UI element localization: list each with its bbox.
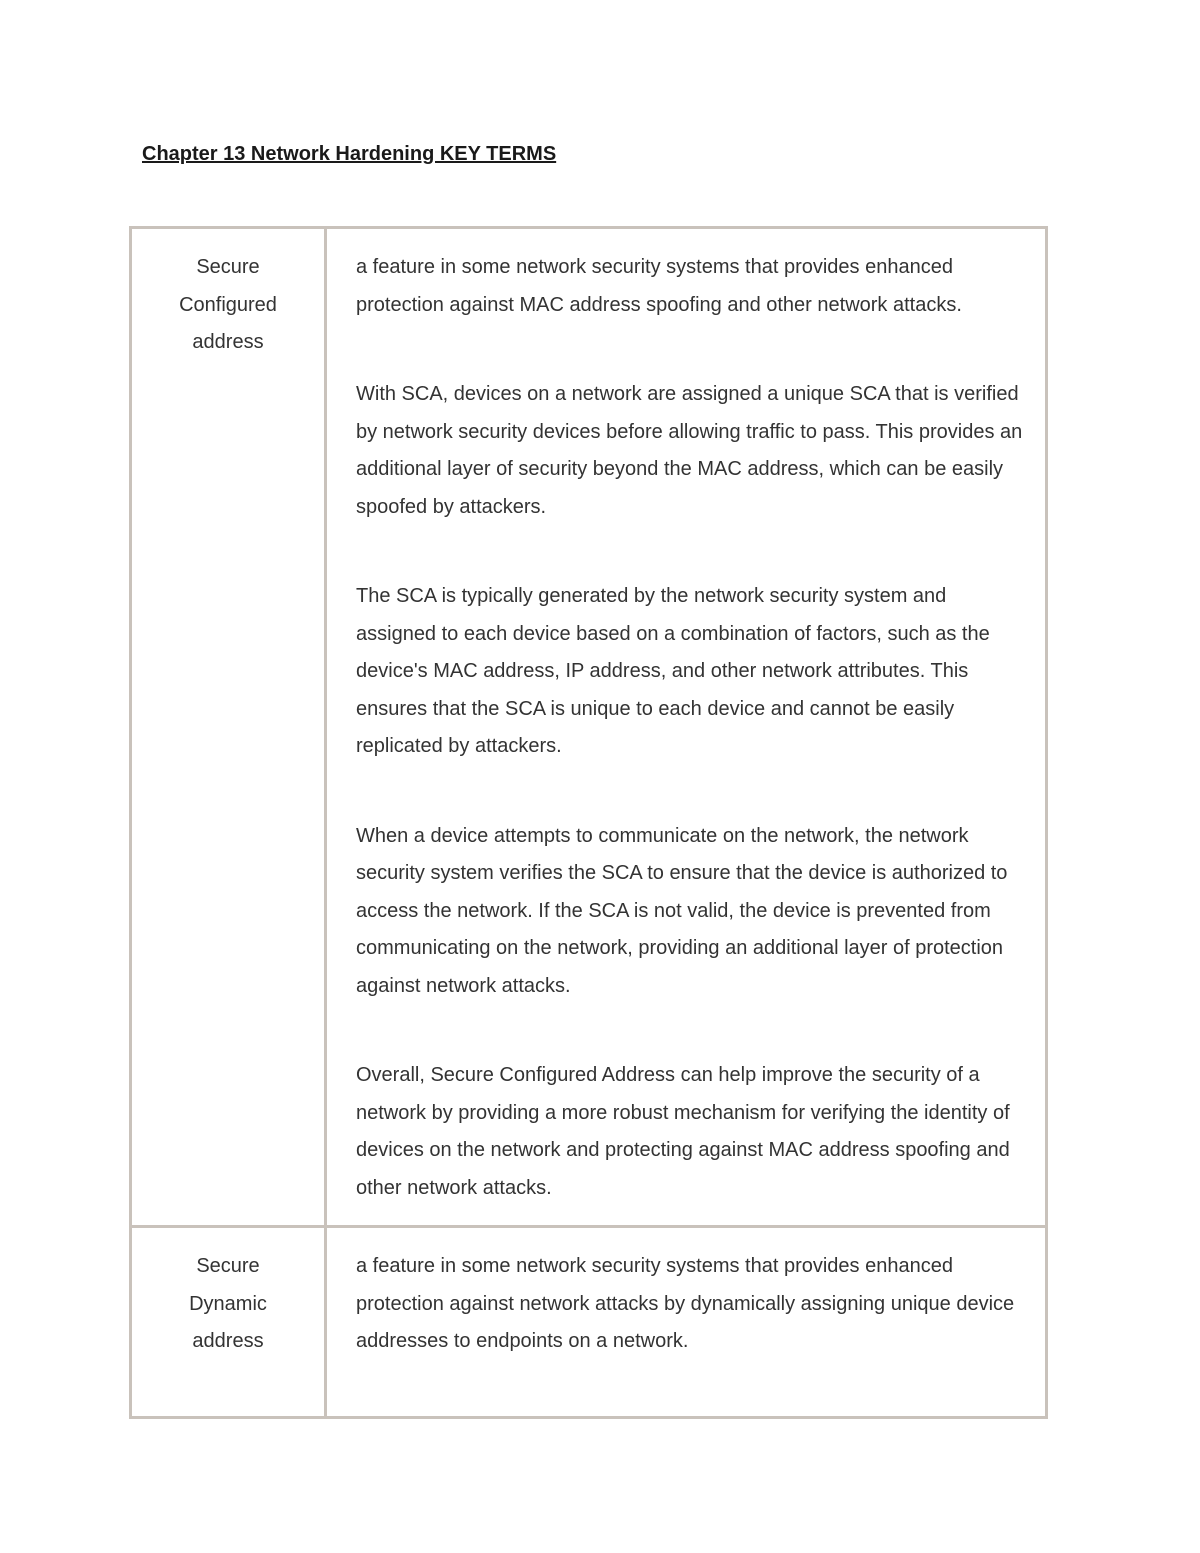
key-terms-table xyxy=(129,226,1048,1419)
term-line: Secure xyxy=(196,256,260,278)
table-row xyxy=(131,228,1047,1227)
page-title: Chapter 13 Network Hardening KEY TERMS xyxy=(142,143,557,165)
term-line: Configured xyxy=(179,293,277,316)
term-line: Secure xyxy=(196,1255,260,1277)
definition-paragraph: When a device attempts to communicate on the network, the network security system verifies the SCA to ensure that the device is authorized to access the network. If the SCA is not valid, the device is prevented from communicating on the network, providing an additional layer of protection against network attacks. xyxy=(356,824,1008,997)
definition-paragraph: With SCA, devices on a network are assigned a unique SCA that is verified by network security devices before allowing traffic to pass. This provides an additional layer of security beyond the MAC address, which can be easily spoofed by attackers. xyxy=(356,383,1023,518)
term-cell xyxy=(131,1227,326,1418)
definition-paragraph: a feature in some network security systems that provides enhanced protection against MAC address spoofing and other network attacks. xyxy=(356,256,962,316)
term-line: Dynamic xyxy=(189,1292,267,1315)
table-row xyxy=(131,1227,1047,1418)
definition-paragraph: a feature in some network security systems that provides enhanced protection against network attacks by dynamically assigning unique device addresses to endpoints on a network. xyxy=(356,1255,1015,1352)
term-cell xyxy=(131,228,326,1227)
definition-paragraph: Overall, Secure Configured Address can help improve the security of a network by providing a more robust mechanism for verifying the identity of devices on the network and protecting against MAC address spoofing and other network attacks. xyxy=(356,1064,1010,1199)
definition-cell xyxy=(326,228,1047,1227)
term-line: address xyxy=(192,331,264,353)
definition-paragraph: The SCA is typically generated by the network security system and assigned to each device based on a combination of factors, such as the device's MAC address, IP address, and other network attributes. This ensures that the SCA is unique to each device and cannot be easily replicated by attackers. xyxy=(356,585,990,757)
term-line: address xyxy=(192,1330,264,1352)
definition-cell xyxy=(326,1227,1047,1418)
